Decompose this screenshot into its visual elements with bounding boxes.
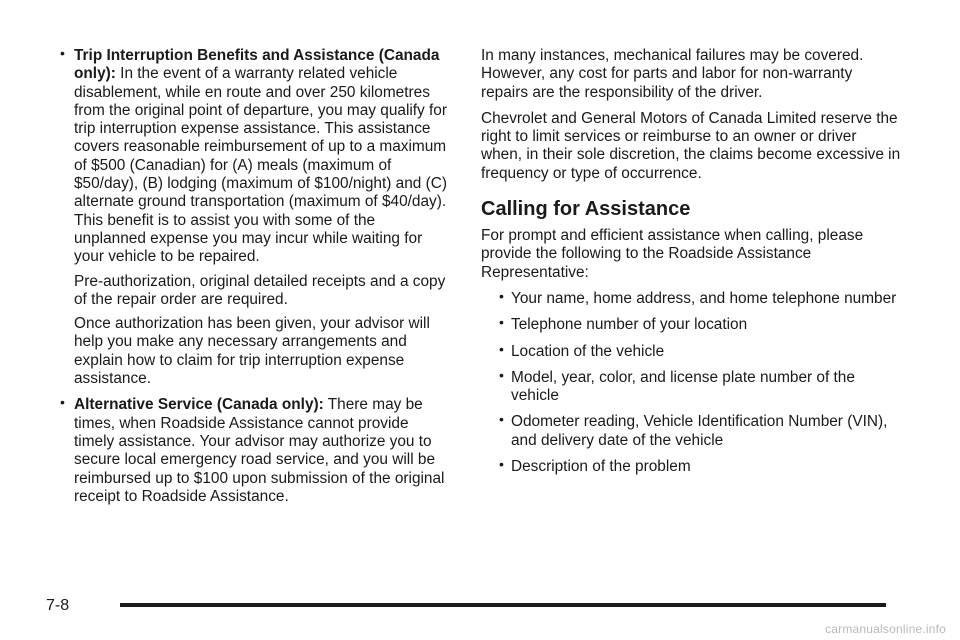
left-column: [46, 47, 451, 506]
watermark: carmanualsonline.info: [825, 622, 946, 636]
paragraph-text: For prompt and efficient assistance when calling, please provide the following to the Roadside Assistance Representative:: [481, 227, 864, 281]
alternative-service-heading: Alternative Service (Canada only):: [74, 396, 324, 414]
preauthorization-paragraph: Pre-authorization, original detailed receipts and a copy of the repair order are required.: [74, 272, 446, 308]
list-item-text: Description of the problem: [511, 458, 691, 476]
list-item-text: Odometer reading, Vehicle Identification Number (VIN), and delivery date of the vehicle: [511, 413, 888, 449]
list-item: [481, 316, 901, 334]
bullet-icon: •: [499, 340, 504, 357]
information-list: [481, 287, 901, 476]
page-number: 7-8: [46, 597, 70, 614]
alternative-service-item: [46, 396, 451, 506]
bullet-icon: •: [499, 456, 504, 473]
mechanical-failures-paragraph: [481, 47, 901, 102]
paragraph-text: In many instances, mechanical failures may be covered. However, any cost for parts and labor for non-warranty repairs are the responsibility of the driver.: [481, 47, 864, 101]
trip-interruption-body: In the event of a warranty related vehicle disablement, while en route and over 250 kilometres from the original point of departure, you may qualify for trip interruption expense assistance. This assistance covers reasonable reimbursement of up to a maximum of $500 (Canadian) for (A) meals (maximum of $50/day), (B) lodging (maximum of $100/night) and (C) alternate ground transportation (maximum of $40/day). This benefit is to assist you with some of the unplanned expense you may incur while waiting for your vehicle to be repaired.: [74, 65, 447, 266]
bullet-icon: •: [60, 45, 65, 61]
footer-rule: [120, 603, 886, 607]
authorization-paragraph: Once authorization has been given, your advisor will help you make any necessary arrangements and explain how to claim for trip interruption expense assistance.: [74, 315, 430, 388]
list-item-text: Telephone number of your location: [511, 316, 748, 334]
reserve-right-paragraph: [481, 110, 901, 183]
list-item-text: Location of the vehicle: [511, 342, 665, 360]
paragraph-text: Chevrolet and General Motors of Canada Limited reserve the right to limit services or reimburse to an owner or driver when, in their sole discretion, the claims become excessive in frequency or type of occurrence.: [481, 109, 901, 182]
bullet-icon: •: [499, 411, 504, 428]
list-item: [481, 413, 901, 450]
calling-for-assistance-heading: Calling for Assistance: [481, 198, 691, 221]
list-item: [481, 340, 901, 361]
list-item-text: Your name, home address, and home telephone number: [511, 289, 897, 307]
trip-interruption-heading: Trip Interruption Benefits and Assistance (Canada only):: [74, 47, 440, 83]
bullet-icon: •: [60, 394, 65, 411]
bullet-icon: •: [499, 314, 504, 331]
trip-interruption-item: [46, 47, 451, 267]
list-item-text: Model, year, color, and license plate number of the vehicle: [511, 368, 855, 405]
right-column: [481, 47, 901, 484]
bullet-icon: •: [499, 287, 504, 304]
list-item: [481, 458, 901, 476]
list-item: [481, 287, 901, 308]
alternative-service-body: There may be times, when Roadside Assistance cannot provide timely assistance. Your advisor may authorize you to secure local emergency road service, and you will be reimbursed up to $100 upon submission of the original receipt to Roadside Assistance.: [74, 396, 445, 505]
calling-intro-paragraph: [481, 227, 901, 282]
bullet-icon: •: [499, 366, 504, 383]
list-item: [481, 366, 901, 406]
